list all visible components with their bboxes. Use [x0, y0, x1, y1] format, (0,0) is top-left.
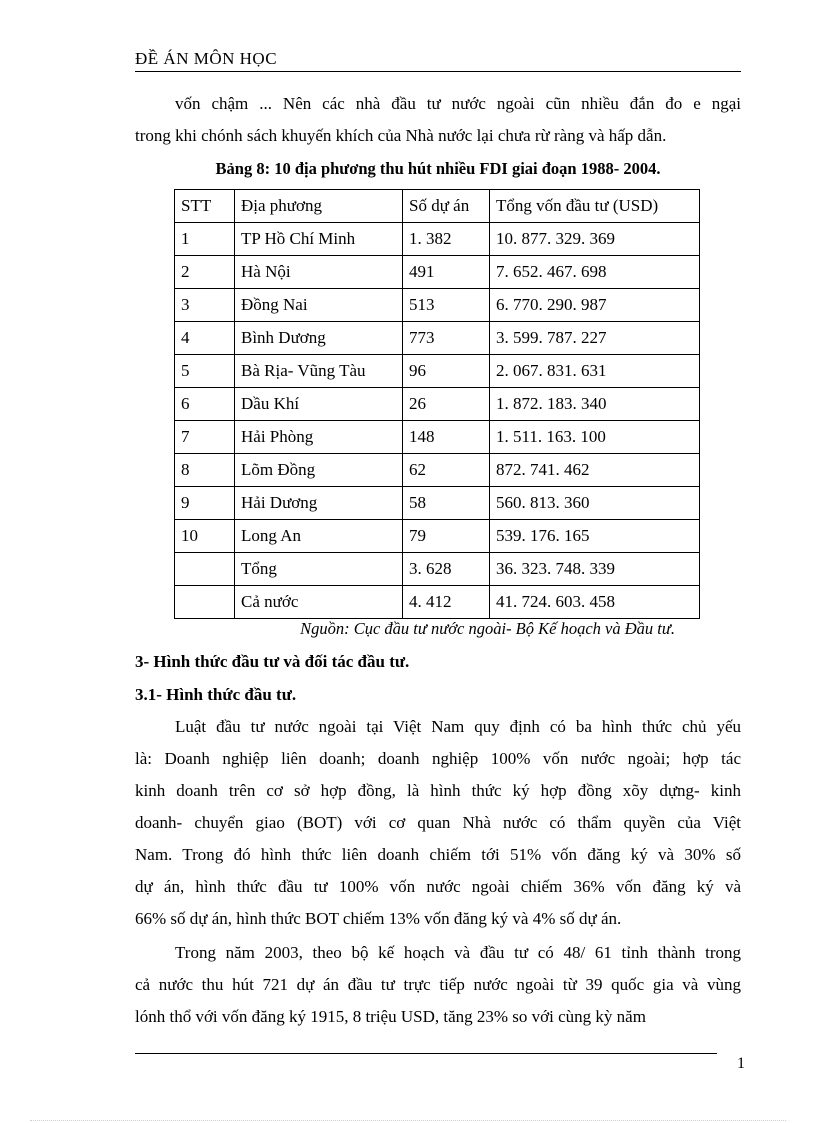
- cell-capital: 1. 511. 163. 100: [490, 421, 700, 454]
- cell-capital: 560. 813. 360: [490, 487, 700, 520]
- cell-stt: [175, 586, 235, 619]
- paragraph-line: cả nước thu hút 721 dự án đầu tư trực tiếp nước ngoài từ 39 quốc gia và vùng: [135, 975, 741, 994]
- paragraph-line: dự án, hình thức đầu tư 100% vốn nước ngoài chiếm 36% vốn đăng ký và: [135, 877, 741, 896]
- cell-projects: 4. 412: [403, 586, 490, 619]
- cell-stt: 1: [175, 223, 235, 256]
- header-cell-stt: STT: [175, 190, 235, 223]
- cell-locality: Hải Phòng: [235, 421, 403, 454]
- cell-projects: 58: [403, 487, 490, 520]
- subsection-heading: 3.1- Hình thức đầu tư.: [135, 685, 297, 704]
- cell-capital: 2. 067. 831. 631: [490, 355, 700, 388]
- cell-stt: 5: [175, 355, 235, 388]
- intro-line-2: trong khi chónh sách khuyến khích của Nhà nước lại chưa rừ ràng và hấp dẫn.: [135, 126, 667, 145]
- paragraph-line: Luật đầu tư nước ngoài tại Việt Nam quy định có ba hình thức chủ yếu: [175, 717, 741, 736]
- cell-capital: 539. 176. 165: [490, 520, 700, 553]
- cell-capital: 10. 877. 329. 369: [490, 223, 700, 256]
- table-row: [175, 454, 700, 487]
- paragraph-line: Nam. Trong đó hình thức liên doanh chiếm tới 51% vốn đăng ký và 30% số: [135, 845, 741, 864]
- cell-stt: 6: [175, 388, 235, 421]
- table-caption: Bảng 8: 10 địa phương thu hút nhiều FDI giai đoạn 1988- 2004.: [215, 159, 661, 178]
- cell-capital: 3. 599. 787. 227: [490, 322, 700, 355]
- table-row-nationwide: [175, 586, 700, 619]
- paragraph-line: là: Doanh nghiệp liên doanh; doanh nghiệp 100% vốn nước ngoài; hợp tác: [135, 749, 741, 768]
- section-heading: 3- Hình thức đầu tư và đối tác đầu tư.: [135, 652, 410, 671]
- cell-locality: Lõm Đồng: [235, 454, 403, 487]
- header-cell-total-capital: Tổng vốn đầu tư (USD): [490, 190, 700, 223]
- cell-capital: 6. 770. 290. 987: [490, 289, 700, 322]
- intro-line-1: vốn chậm ... Nên các nhà đầu tư nước ngoài cũn nhiều đắn đo e ngại: [175, 94, 741, 113]
- cell-projects: 491: [403, 256, 490, 289]
- cell-projects: 513: [403, 289, 490, 322]
- cell-capital: 872. 741. 462: [490, 454, 700, 487]
- header-cell-projects: Số dự án: [403, 190, 490, 223]
- cell-locality: Bình Dương: [235, 322, 403, 355]
- table-row: [175, 223, 700, 256]
- footer-divider: [135, 1053, 717, 1054]
- cell-capital: 36. 323. 748. 339: [490, 553, 700, 586]
- cell-locality: TP Hồ Chí Minh: [235, 223, 403, 256]
- cell-stt: 4: [175, 322, 235, 355]
- table-source-note: Nguồn: Cục đầu tư nước ngoài- Bộ Kế hoạch và Đầu tư.: [300, 619, 675, 638]
- paragraph-line: 66% số dự án, hình thức BOT chiếm 13% vốn đăng ký và 4% số dự án.: [135, 909, 622, 928]
- cell-projects: 148: [403, 421, 490, 454]
- table-row: [175, 355, 700, 388]
- paragraph-line: Trong năm 2003, theo bộ kế hoạch và đầu tư có 48/ 61 tỉnh thành trong: [175, 943, 741, 962]
- cell-locality: Tổng: [235, 553, 403, 586]
- paragraph-line: lónh thổ với vốn đăng ký 1915, 8 triệu USD, tăng 23% so với cùng kỳ năm: [135, 1007, 646, 1026]
- cell-stt: 2: [175, 256, 235, 289]
- cell-stt: 10: [175, 520, 235, 553]
- cell-stt: 7: [175, 421, 235, 454]
- table-row: [175, 487, 700, 520]
- table-row: [175, 421, 700, 454]
- cell-locality: Long An: [235, 520, 403, 553]
- cell-projects: 773: [403, 322, 490, 355]
- paragraph-investment-forms: [135, 711, 741, 935]
- paragraph-2003: [135, 937, 741, 1033]
- table-header-row: [175, 190, 700, 223]
- cell-capital: 1. 872. 183. 340: [490, 388, 700, 421]
- table-row: [175, 520, 700, 553]
- fdi-table: [174, 189, 700, 619]
- intro-paragraph: [135, 88, 741, 152]
- page-header-title: ĐỀ ÁN MÔN HỌC: [135, 49, 278, 68]
- table-row-total: [175, 553, 700, 586]
- table-row: [175, 388, 700, 421]
- cell-stt: 3: [175, 289, 235, 322]
- cell-stt: 8: [175, 454, 235, 487]
- paragraph-line: kinh doanh trên cơ sở hợp đồng, là hình thức ký hợp đồng xõy dựng- kinh: [135, 781, 741, 800]
- cell-projects: 1. 382: [403, 223, 490, 256]
- table-row: [175, 289, 700, 322]
- cell-projects: 62: [403, 454, 490, 487]
- cell-locality: Đồng Nai: [235, 289, 403, 322]
- cell-locality: Dầu Khí: [235, 388, 403, 421]
- cell-stt: 9: [175, 487, 235, 520]
- cell-stt: [175, 553, 235, 586]
- cell-projects: 26: [403, 388, 490, 421]
- cell-capital: 7. 652. 467. 698: [490, 256, 700, 289]
- cell-locality: Bà Rịa- Vũng Tàu: [235, 355, 403, 388]
- page-bottom-border: [30, 1120, 786, 1121]
- paragraph-line: doanh- chuyển giao (BOT) với cơ quan Nhà nước có thẩm quyền của Việt: [135, 813, 741, 832]
- table-caption-text: Bảng 8: 10 địa phương thu hút nhiều FDI giai đoạn 1988- 2004: [215, 159, 657, 178]
- cell-locality: Hà Nội: [235, 256, 403, 289]
- cell-projects: 96: [403, 355, 490, 388]
- cell-locality: Cả nước: [235, 586, 403, 619]
- cell-capital: 41. 724. 603. 458: [490, 586, 700, 619]
- header-divider: [135, 71, 741, 72]
- cell-locality: Hải Dương: [235, 487, 403, 520]
- table-row: [175, 322, 700, 355]
- page-number: 1: [737, 1055, 745, 1072]
- header-cell-locality: Địa phương: [235, 190, 403, 223]
- cell-projects: 3. 628: [403, 553, 490, 586]
- table-row: [175, 256, 700, 289]
- cell-projects: 79: [403, 520, 490, 553]
